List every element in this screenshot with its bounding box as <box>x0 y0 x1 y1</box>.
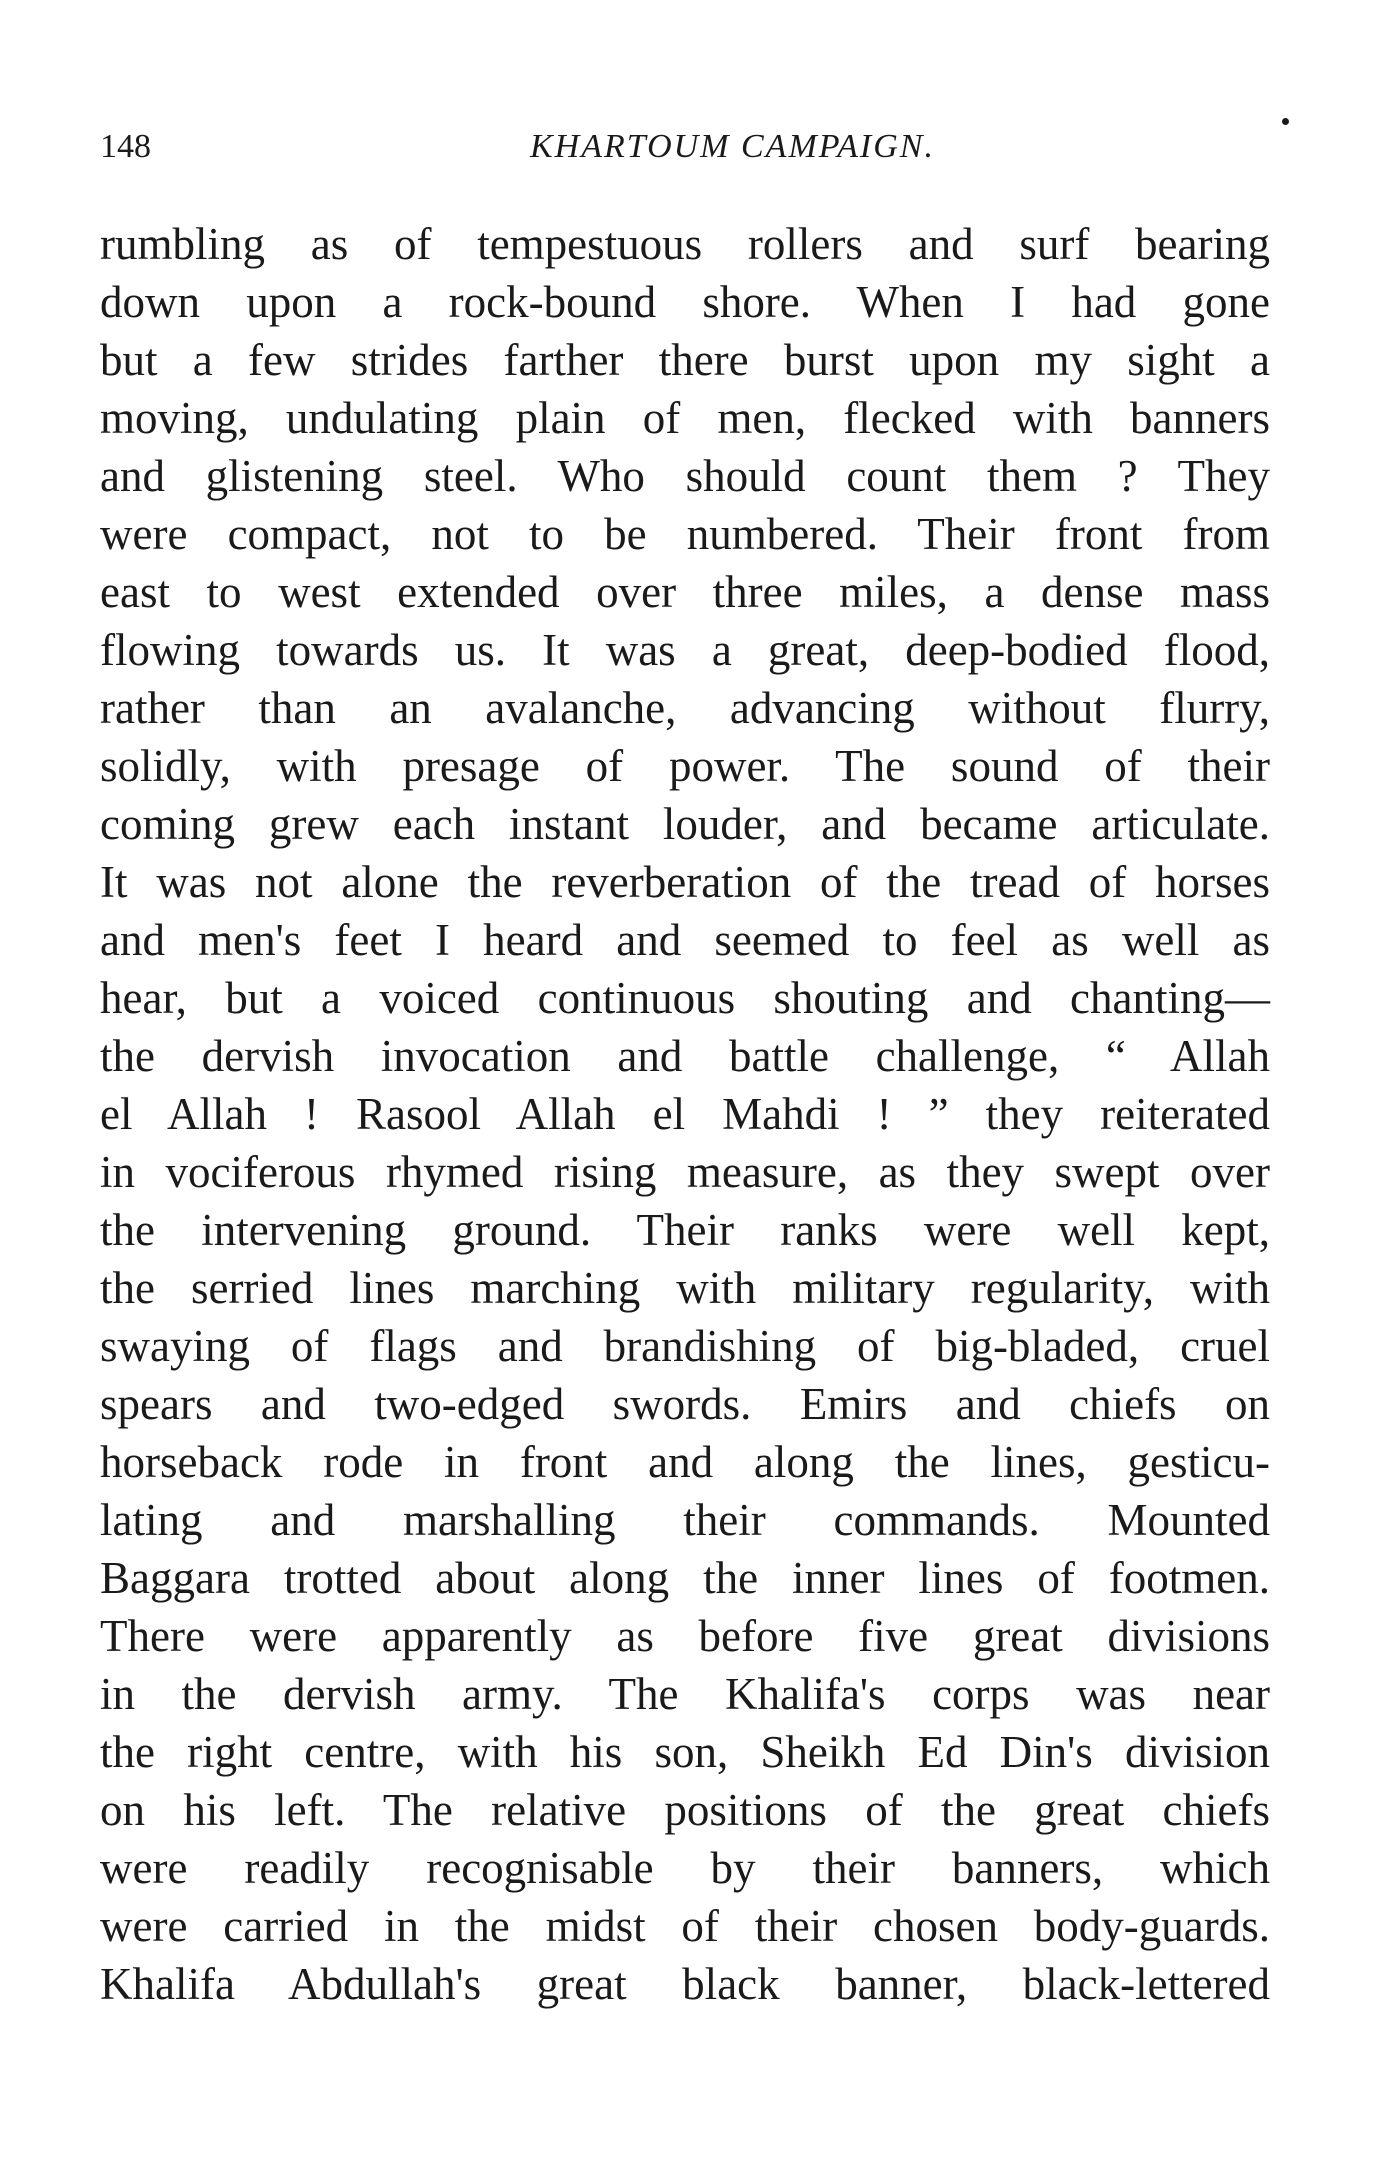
text-line: in the dervish army. The Khalifa's corps was near <box>100 1669 1270 1719</box>
running-title: KHARTOUM CAMPAIGN. <box>530 128 935 165</box>
page-header <box>100 120 1270 180</box>
text-line: moving, undulating plain of men, flecked with banners <box>100 393 1270 443</box>
text-line: were carried in the midst of their chosen body-guards. <box>100 1901 1270 1951</box>
text-line: hear, but a voiced continuous shouting and chanting— <box>100 973 1270 1023</box>
text-line: flowing towards us. It was a great, deep-bodied flood, <box>100 625 1270 675</box>
text-line: the dervish invocation and battle challenge, “ Allah <box>100 1031 1270 1081</box>
text-line: swaying of flags and brandishing of big-bladed, cruel <box>100 1321 1270 1371</box>
text-line: Khalifa Abdullah's great black banner, black-lettered <box>100 1959 1270 2009</box>
text-line: There were apparently as before five great divisions <box>100 1611 1270 1661</box>
text-line: the right centre, with his son, Sheikh Ed Din's division <box>100 1727 1270 1777</box>
text-line: but a few strides farther there burst upon my sight a <box>100 335 1270 385</box>
text-line: and men's feet I heard and seemed to feel as well as <box>100 915 1270 965</box>
text-line: solidly, with presage of power. The sound of their <box>100 741 1270 791</box>
text-line: were compact, not to be numbered. Their front from <box>100 509 1270 559</box>
text-line: el Allah ! Rasool Allah el Mahdi ! ” they reiterated <box>100 1089 1270 1139</box>
text-line: were readily recognisable by their banners, which <box>100 1843 1270 1893</box>
text-line: and glistening steel. Who should count them ? They <box>100 451 1270 501</box>
text-line: spears and two-edged swords. Emirs and chiefs on <box>100 1379 1270 1429</box>
text-line: on his left. The relative positions of the great chiefs <box>100 1785 1270 1835</box>
text-line: rather than an avalanche, advancing without flurry, <box>100 683 1270 733</box>
body-text <box>100 215 1270 2013</box>
print-speck <box>1282 118 1289 125</box>
text-line: rumbling as of tempestuous rollers and surf bearing <box>100 219 1270 269</box>
text-line: the intervening ground. Their ranks were well kept, <box>100 1205 1270 1255</box>
text-line: east to west extended over three miles, a dense mass <box>100 567 1270 617</box>
text-line: down upon a rock-bound shore. When I had gone <box>100 277 1270 327</box>
text-line: coming grew each instant louder, and became articulate. <box>100 799 1270 849</box>
text-line: It was not alone the reverberation of the tread of horses <box>100 857 1270 907</box>
text-line: the serried lines marching with military regularity, with <box>100 1263 1270 1313</box>
text-line: in vociferous rhymed rising measure, as they swept over <box>100 1147 1270 1197</box>
text-line: horseback rode in front and along the lines, gesticu- <box>100 1437 1270 1487</box>
text-line: lating and marshalling their commands. Mounted <box>100 1495 1270 1545</box>
text-line: Baggara trotted about along the inner lines of footmen. <box>100 1553 1270 1603</box>
page-number: 148 <box>100 128 151 165</box>
